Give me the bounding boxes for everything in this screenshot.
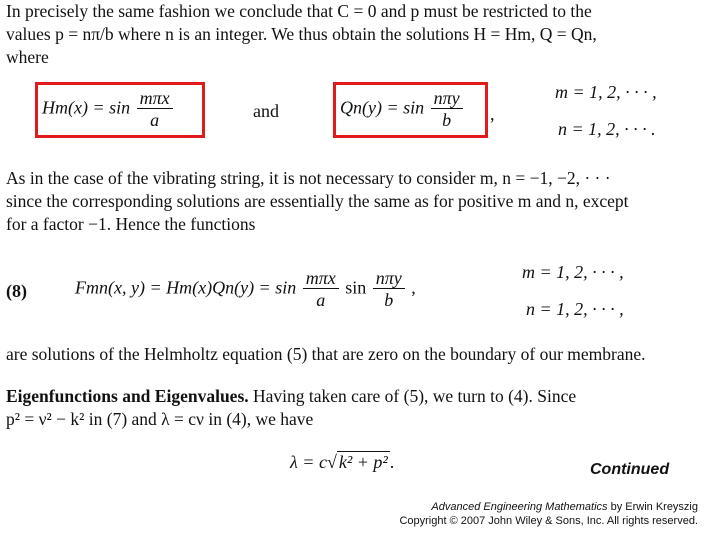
intro-paragraph [6,0,714,69]
sqrt-radicand: k² + p² [338,452,388,472]
continued-label: Continued [590,461,670,478]
lambda-equation [290,452,394,473]
intro-line-1: In precisely the same fashion we conclude that C = 0 and p must be restricted to the [6,1,592,21]
hm-fraction [137,88,173,131]
eigen-heading: Eigenfunctions and Eigenvalues. [6,386,249,406]
qn-equation [340,88,465,131]
lambda-period: . [389,452,395,472]
para2-line-2: since the corresponding solutions are essentially the same as for positive m and n, except [6,191,629,211]
and-word: and [253,101,279,121]
eq8-numerator-2: nπy [373,268,405,289]
intro-line-2: values p = nπ/b where n is an integer. We thus obtain the solutions H = Hm, Q = Qn, [6,24,597,44]
footer-author: by Erwin Kreyszig [610,501,698,513]
hm-equation [42,88,175,131]
eq8-sin-2: sin [345,277,367,298]
footer [399,500,698,528]
eq8-fraction-1 [303,268,339,311]
solutions-comma: , [490,104,495,124]
n-range-text: n = 1, 2, · · · . [558,119,656,139]
qn-denominator: b [442,110,452,130]
qn-lhs: Qn(y) = sin [340,97,425,118]
eq8-n-range [526,299,624,320]
eigen-line-1-rest: Having taken care of (5), we turn to (4). Since [253,386,577,406]
sqrt-symbol: √ k² + p² [326,452,388,472]
eigen-line-2: p² = ν² − k² in (7) and λ = cν in (4), we have [6,409,314,429]
vibrating-string-paragraph [6,167,714,236]
eq8-n-range-text: n = 1, 2, · · · , [526,299,624,319]
lambda-lhs: λ = c [290,452,327,472]
equation-8-label: (8) [6,281,27,301]
qn-fraction [431,88,463,131]
eigen-paragraph [6,385,714,431]
eigen-line-1 [6,385,714,408]
eq8-m-range-text: m = 1, 2, · · · , [522,262,624,282]
eq8-denominator-1: a [316,290,326,310]
m-range [555,82,657,103]
m-range-text: m = 1, 2, · · · , [555,82,657,102]
eq8-fraction-2 [373,268,405,311]
hm-lhs: Hm(x) = sin [42,97,131,118]
para2-line-3: for a factor −1. Hence the functions [6,214,256,234]
footer-line-1 [399,500,698,514]
para2-line-1: As in the case of the vibrating string, it is not necessary to consider m, n = −1, −2, · · · [6,168,611,188]
eq8-m-range [522,262,624,283]
footer-copyright: Copyright © 2007 John Wiley & Sons, Inc. All rights reserved. [399,515,698,527]
footer-book-title: Advanced Engineering Mathematics [431,501,608,513]
eq8-denominator-2: b [384,290,394,310]
eq8-numerator-1: mπx [303,268,339,289]
helmholtz-paragraph: are solutions of the Helmholtz equation (5) that are zero on the boundary of our membrane. [6,344,646,364]
intro-line-3: where [6,47,49,67]
equation-8 [75,268,416,311]
hm-denominator: a [150,110,160,130]
eq8-comma: , [411,277,416,298]
hm-numerator: mπx [137,88,173,109]
qn-numerator: nπy [431,88,463,109]
eq8-lhs: Fmn(x, y) = Hm(x)Qn(y) = sin [75,277,297,298]
n-range [558,119,656,140]
